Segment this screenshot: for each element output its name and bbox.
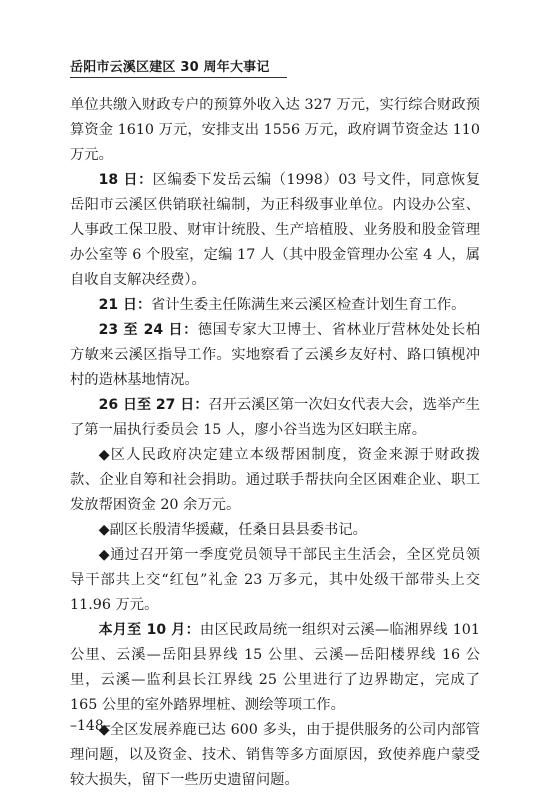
paragraph bbox=[70, 618, 480, 718]
paragraph-text: 单位共缴入财政专户的预算外收入达 327 万元，实行综合财政预算资金 1610 万元，安排支出 1556 万元，政府调节资金达 110 万元。 bbox=[70, 97, 480, 163]
paragraph-text: 区编委下发岳云编（1998）03 号文件，同意恢复岳阳市云溪区供销联社编制，为正科级事业单位。内设办公室、人事政工保卫股、财审计统股、生产培植股、业务股和股金管理办公室等 6 个股室，定编 17 人（其中股金管理办公室 4 人，属自收自支解决经费）。 bbox=[70, 172, 480, 288]
bullet-paragraph bbox=[70, 443, 480, 518]
running-header: 岳阳市云溪区建区 30 周年大事记 bbox=[70, 60, 270, 75]
date-label: 23 至 24 日： bbox=[98, 322, 198, 338]
paragraph bbox=[70, 93, 480, 168]
bullet-paragraph bbox=[70, 543, 480, 618]
page-body bbox=[70, 93, 480, 793]
date-label: 18 日： bbox=[98, 172, 153, 188]
paragraph-text: 由区民政局统一组织对云溪—临湘界线 101 公里、云溪—岳阳县界线 15 公里、云溪—岳阳楼界线 16 公里，云溪—监利县长江界线 25 公里进行了边界勘定，完成了 165 公里的室外踏界埋桩、测绘等项工作。 bbox=[70, 622, 480, 713]
date-label: 21 日： bbox=[98, 297, 151, 313]
paragraph bbox=[70, 293, 480, 318]
paragraph bbox=[70, 393, 480, 443]
bullet-paragraph bbox=[70, 518, 480, 543]
paragraph-text: 省计生委主任陈满生来云溪区检查计划生育工作。 bbox=[150, 297, 466, 313]
paragraph bbox=[70, 168, 480, 293]
paragraph bbox=[70, 318, 480, 393]
bullet-paragraph bbox=[70, 718, 480, 793]
paragraph-text: ◆通过召开第一季度党员领导干部民主生活会，全区党员领导干部共上交“红包”礼金 23 万多元，其中处级干部带头上交 11.96 万元。 bbox=[70, 547, 480, 613]
paragraph-text: ◆副区长殷清华援藏，任桑日县县委书记。 bbox=[98, 522, 367, 538]
header-rule bbox=[70, 77, 287, 78]
paragraph-text: 召开云溪区第一次妇女代表大会，选举产生了第一届执行委员会 15 人，廖小谷当选为区妇联主席。 bbox=[70, 397, 480, 438]
date-label: 26 日至 27 日： bbox=[98, 397, 209, 413]
paragraph-text: ◆区人民政府决定建立本级帮困制度，资金来源于财政拨款、企业自筹和社会捐助。通过联手帮扶向全区困难企业、职工发放帮困资金 20 余万元。 bbox=[70, 447, 480, 513]
paragraph-text: ◆全区发展养鹿已达 600 多头，由于提供服务的公司内部管理问题，以及资金、技术、销售等多方面原因，致使养鹿户蒙受较大损失，留下一些历史遗留问题。 bbox=[70, 722, 480, 788]
date-label: 本月至 10 月： bbox=[98, 622, 200, 638]
page-number: –148– bbox=[70, 718, 111, 734]
paragraph-text: 德国专家大卫博士、省林业厅营林处处长柏方敏来云溪区指导工作。实地察看了云溪乡友好村、路口镇枧冲村的造林基地情况。 bbox=[70, 322, 481, 388]
